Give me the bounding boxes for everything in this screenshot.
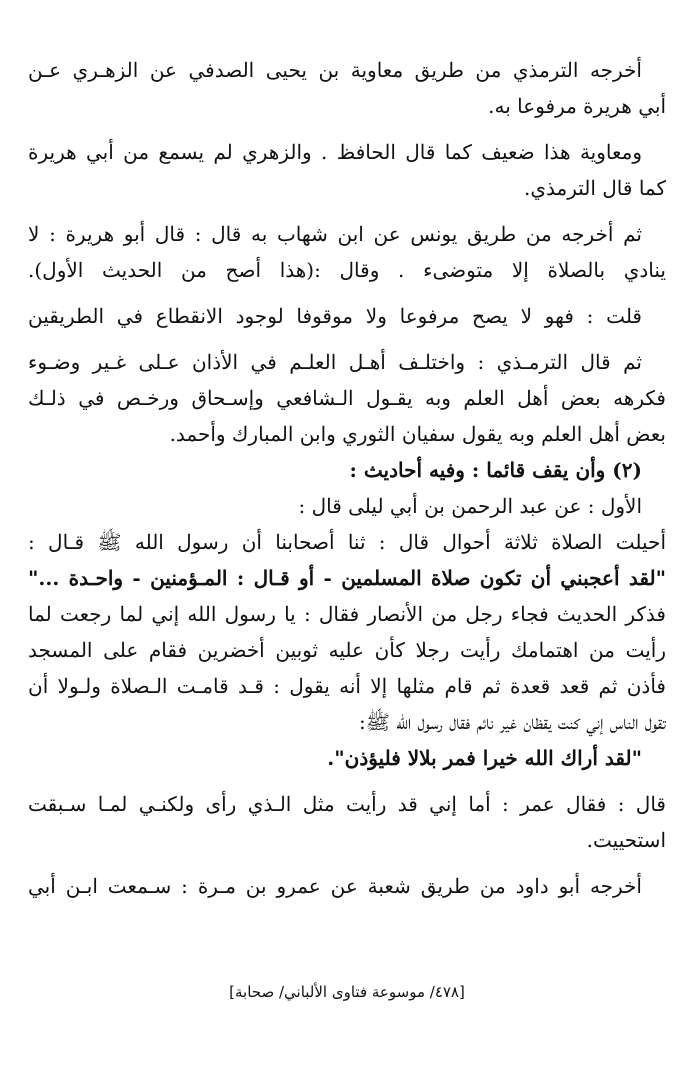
hadith-quote-1: "لقد أعجبني أن تكون صلاة المسلمين - أو قـال : المـؤمنين - واحـدة ..." <box>28 566 666 590</box>
text-line-15: فذكر الحديث فجاء رجل من الأنصار فقال : يا رسول الله إني لما رجعت لما <box>28 602 666 626</box>
text-line-1: أخرجه الترمذي من طريق معاوية بن يحيى الصدفي عن الزهـري عـن <box>28 58 642 82</box>
text-line-2: أبي هريرة مرفوعا به. <box>488 94 666 118</box>
page-footer: [٤٧٨/ موسوعة فتاوى الألباني/ صحابة] <box>229 983 465 1001</box>
text-line-6: ينادي بالصلاة إلا متوضىء . وقال :(هذا أصح من الحديث الأول). <box>28 258 666 282</box>
text-line-22: أخرجه أبو داود من طريق شعبة عن عمرو بن مـرة : سـمعت ابـن أبي <box>28 874 642 898</box>
text-line-17: فأذن ثم قعد قعدة ثم قام مثلها إلا أنه يقول : قـد قامـت الـصلاة ولـولا أن <box>28 674 666 698</box>
text-line-20: قال : فقال عمر : أما إني قد رأيت مثل الـذي رأى ولكنـي لمـا سـبقت <box>28 792 666 816</box>
text-line-5: ثم أخرجه من طريق يونس عن ابن شهاب به قال : قال أبو هريرة : لا <box>28 222 642 246</box>
text-line-10: بعض أهل العلم وبه يقول سفيان الثوري وابن المبارك وأحمد. <box>169 422 666 446</box>
text-line-13: أحيلت الصلاة ثلاثة أحوال قال : ثنا أصحابنا أن رسول الله ﷺ قـال : <box>28 530 666 554</box>
text-line-16: رأيت من اهتمامك رأيت رجلا كأن عليه ثوبين أخضرين فقام على المسجد <box>28 638 666 662</box>
text-line-8: ثم قال الترمـذي : واختلـف أهـل العلـم في الأذان عـلى غـير وضـوء <box>28 350 642 374</box>
hadith-intro: الأول : عن عبد الرحمن بن أبي ليلى قال : <box>298 494 642 518</box>
page-body <box>28 52 666 904</box>
hadith-quote-2: "لقد أراك الله خيرا فمر بلالا فليؤذن". <box>327 746 642 770</box>
text-line-21: استحييت. <box>586 828 666 852</box>
text-line-3: ومعاوية هذا ضعيف كما قال الحافظ . والزهري لم يسمع من أبي هريرة <box>28 140 642 164</box>
text-line-18: تقول الناس إني كنت يقظان غير نائم فقال رسول الله ﷺ: <box>358 710 666 734</box>
text-line-7: قلت : فهو لا يصح مرفوعا ولا موقوفا لوجود الانقطاع في الطريقين <box>28 304 642 328</box>
text-line-9: فكرهه بعض أهل العلم وبه يقـول الـشافعي وإسـحاق ورخـص في ذلـك <box>28 386 666 410</box>
section-heading: (٢) وأن يقف قائما : وفيه أحاديث : <box>349 458 642 482</box>
text-line-4: كما قال الترمذي. <box>523 176 666 200</box>
